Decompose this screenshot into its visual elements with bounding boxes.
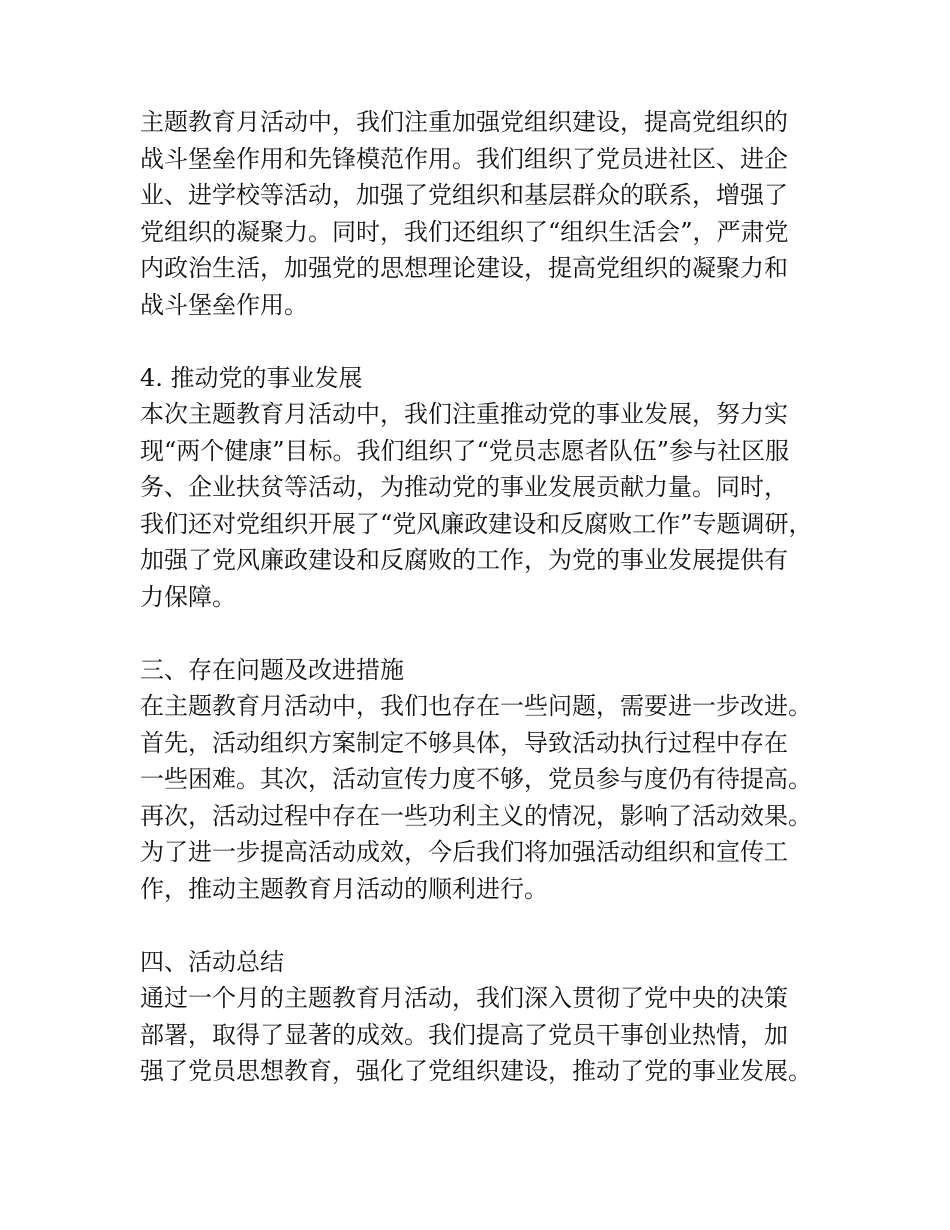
paragraph-party-organization [140, 104, 830, 323]
text-line: 内政治生活，加强党的思想理论建设，提高党组织的凝聚力和 [140, 254, 788, 282]
text-line: 力保障。 [140, 582, 236, 611]
section-heading: 三、存在问题及改进措施 [140, 655, 404, 684]
section-heading: 四、活动总结 [140, 947, 284, 976]
text-line: 一些困难。其次，活动宣传力度不够，党员参与度仍有待提高。 [140, 765, 812, 793]
text-line: 首先，活动组织方案制定不够具体，导致活动执行过程中存在 [140, 728, 788, 757]
text-line: 主题教育月活动中，我们注重加强党组织建设，提高党组织的 [140, 108, 788, 136]
text-line: 我们还对党组织开展了“党风廉政建设和反腐败工作”专题调研， [140, 509, 813, 538]
text-line: 作，推动主题教育月活动的顺利进行。 [140, 874, 548, 903]
text-line: 强了党员思想教育，强化了党组织建设，推动了党的事业发展。 [140, 1057, 812, 1085]
section-activity-summary [140, 944, 830, 1090]
text-line: 务、企业扶贫等活动，为推动党的事业发展贡献力量。同时， [140, 473, 788, 501]
text-line: 业、进学校等活动，加强了党组织和基层群众的联系，增强了 [140, 181, 788, 209]
text-line: 在主题教育月活动中，我们也存在一些问题，需要进一步改进。 [140, 692, 812, 720]
section-problems-and-improvements [140, 652, 830, 908]
text-line: 通过一个月的主题教育月活动，我们深入贯彻了党中央的决策 [140, 984, 788, 1012]
text-line: 加强了党风廉政建设和反腐败的工作，为党的事业发展提供有 [140, 546, 788, 574]
text-line: 党组织的凝聚力。同时，我们还组织了“组织生活会”，严肃党 [140, 217, 789, 246]
text-line: 再次，活动过程中存在一些功利主义的情况，影响了活动效果。 [140, 801, 812, 830]
section-promote-party-cause [140, 360, 830, 616]
text-line: 本次主题教育月活动中，我们注重推动党的事业发展，努力实 [140, 400, 788, 428]
text-line: 战斗堡垒作用和先锋模范作用。我们组织了党员进社区、进企 [140, 144, 788, 173]
text-line: 战斗堡垒作用。 [140, 290, 308, 319]
text-line: 部署，取得了显著的成效。我们提高了党员干事创业热情，加 [140, 1020, 788, 1049]
text-line: 现“两个健康”目标。我们组织了“党员志愿者队伍”参与社区服 [140, 436, 790, 465]
text-line: 为了进一步提高活动成效，今后我们将加强活动组织和宣传工 [140, 838, 788, 866]
document-body [140, 104, 830, 1090]
section-heading: 4. 推动党的事业发展 [140, 363, 363, 392]
